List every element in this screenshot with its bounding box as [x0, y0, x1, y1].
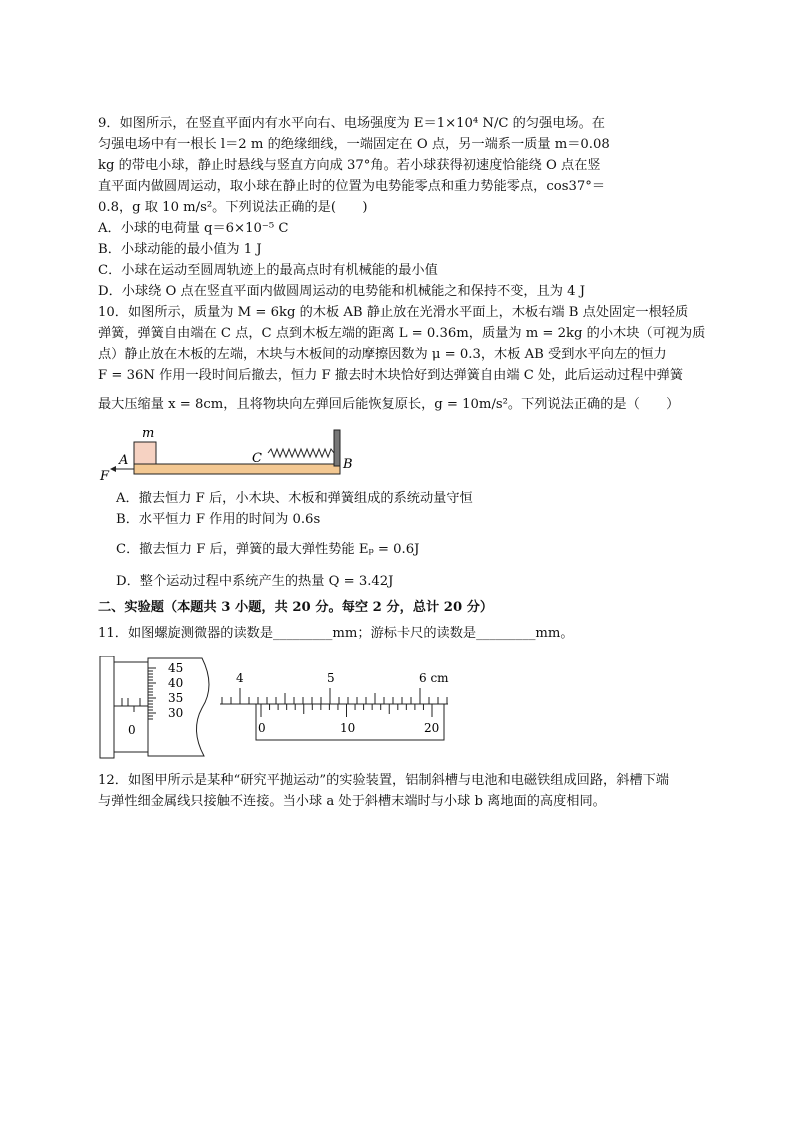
caliper-vernier-label-20: 20: [424, 721, 440, 735]
q9-line-2: 匀强电场中有一根长 l＝2 m 的绝缘细线，一端固定在 O 点，另一端系一质量 m＝0.08: [98, 137, 610, 152]
q10-line-2: 弹簧，弹簧自由端在 C 点，C 点到木板左端的距离 L = 0.36m，质量为 m = 2kg 的小木块（可视为质: [98, 326, 706, 341]
micrometer-figure: [98, 656, 218, 760]
caliper-main-label-6cm: 6 cm: [419, 671, 449, 685]
q10-line-3: 点）静止放在木板的左端，木块与木板间的动摩擦因数为 μ = 0.3，木板 AB 受到水平向左的恒力: [98, 347, 667, 362]
q9-line-5: 0.8，g 取 10 m/s²。下列说法正确的是( ): [98, 200, 368, 215]
q10-line-1: 10．如图所示，质量为 M = 6kg 的木板 AB 静止放在光滑水平面上，木板右端 B 点处固定一根轻质: [98, 305, 689, 320]
q9-option-a: A．小球的电荷量 q＝6×10⁻⁵ C: [98, 221, 289, 236]
caliper-vernier-label-10: 10: [340, 721, 356, 735]
micrometer-label-40: 40: [168, 676, 184, 690]
q9-option-b: B．小球动能的最小值为 1 J: [98, 242, 262, 257]
force-arrowhead: [110, 466, 116, 472]
caliper-main-label-5: 5: [327, 671, 335, 685]
q10-line-5: 最大压缩量 x = 8cm，且将物块向左弹回后能恢复原长，g = 10m/s²。下列说法正确的是（ ）: [98, 397, 680, 412]
micrometer-label-30: 30: [168, 706, 184, 720]
q12-line-1: 12．如图甲所示是某种“研究平抛运动”的实验装置，铝制斜槽与电池和电磁铁组成回路，斜槽下端: [98, 773, 669, 788]
caliper-main-label-4: 4: [236, 671, 244, 685]
micrometer-sleeve: [114, 662, 148, 752]
q9-line-4: 直平面内做圆周运动，取小球在静止时的位置为电势能零点和重力势能零点，cos37°＝: [98, 179, 606, 194]
micrometer-frame: [100, 656, 114, 758]
q10-option-d: D．整个运动过程中系统产生的热量 Q = 3.42J: [116, 574, 394, 589]
caliper-figure: [220, 668, 450, 748]
q9-line-1: 9．如图所示，在竖直平面内有水平向右、电场强度为 E＝1×10⁴ N/C 的匀强电场。在: [98, 116, 605, 131]
micrometer-zero: 0: [128, 723, 136, 737]
wall-b: [334, 430, 340, 466]
micrometer-label-45: 45: [168, 661, 184, 675]
q9-option-d: D．小球绕 O 点在竖直平面内做圆周运动的电势能和机械能之和保持不变，且为 4 J: [98, 284, 586, 299]
q9-line-3: kg 的带电小球，静止时悬线与竖直方向成 37°角。若小球获得初速度恰能绕 O 点在竖: [98, 158, 601, 173]
q10-line-4: F = 36N 作用一段时间后撤去，恒力 F 撤去时木块恰好到达弹簧自由端 C 处，此后运动过程中弹簧: [98, 368, 684, 383]
caliper-vernier-label-0: 0: [258, 721, 266, 735]
board-spring-figure: [96, 422, 356, 484]
label-c: C: [252, 451, 262, 466]
label-b: B: [343, 457, 353, 472]
q11-text: 11．如图螺旋测微器的读数是_________mm；游标卡尺的读数是_________mm。: [98, 626, 574, 641]
label-m: m: [142, 426, 155, 441]
block-m: [134, 442, 156, 464]
section-heading: 二、实验题（本题共 3 小题，共 20 分。每空 2 分，总计 20 分）: [98, 600, 494, 615]
label-f: F: [100, 469, 110, 484]
label-a: A: [119, 453, 129, 468]
q9-option-c: C．小球在运动至圆周轨迹上的最高点时有机械能的最小值: [98, 263, 438, 278]
q10-option-a: A．撤去恒力 F 后，小木块、木板和弹簧组成的系统动量守恒: [116, 491, 473, 506]
q10-option-c: C．撤去恒力 F 后，弹簧的最大弹性势能 Eₚ = 0.6J: [116, 542, 420, 557]
q12-line-2: 与弹性细金属线只接触不连接。当小球 a 处于斜槽末端时与小球 b 离地面的高度相同。: [98, 794, 606, 809]
board-ab: [134, 464, 340, 474]
q10-option-b: B．水平恒力 F 作用的时间为 0.6s: [116, 512, 321, 527]
micrometer-label-35: 35: [168, 691, 184, 705]
spring: [268, 449, 334, 457]
